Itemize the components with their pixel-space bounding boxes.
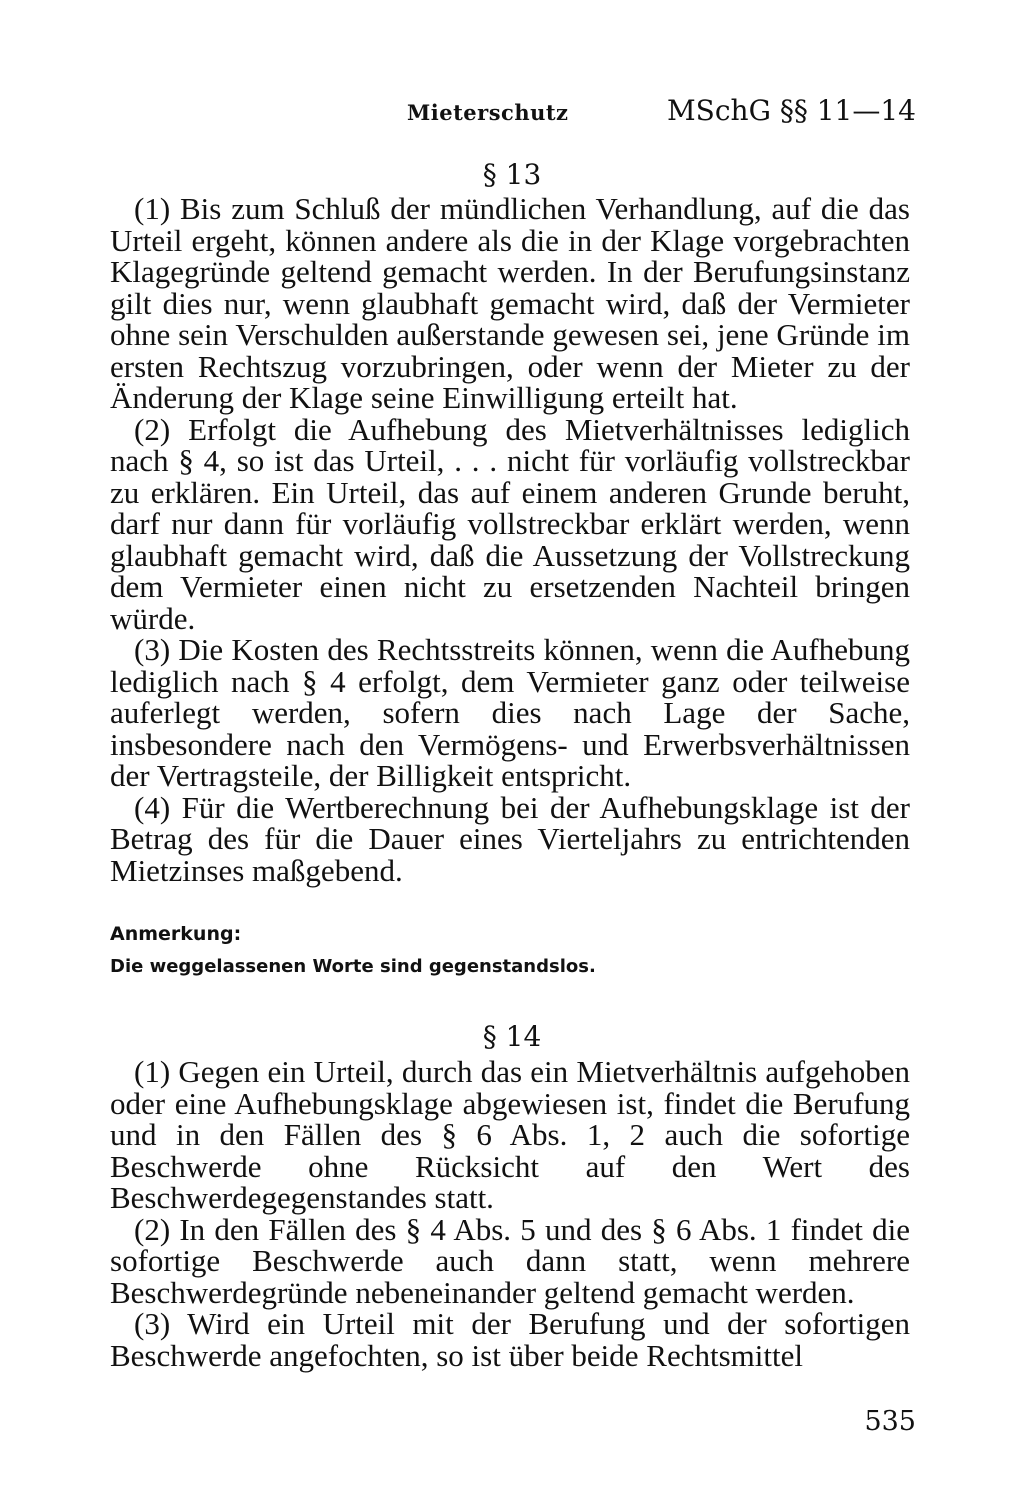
- section-13-paragraph-2: (2) Erfolgt die Aufhebung des Mietverhältnisses lediglich nach § 4, so ist das Urteil, . . . nicht für vorläufig vollstreckbar zu erklären. Ein Urteil, das auf einem anderen Grunde beruht, darf nur dann für vorläufig vollstreckbar erklärt werden, wenn glaubhaft gemacht wird, daß die Aussetzung der Vollstreckung dem Vermieter einen nicht zu ersetzenden Nachteil bringen würde.: [110, 411, 910, 636]
- section-13-paragraph-4: (4) Für die Wertberechnung bei der Aufhebungsklage ist der Betrag des für die Dauer eines Vierteljahrs zu entrichtenden Mietzinses maßgebend.: [110, 789, 910, 888]
- running-head-section-range: MSchG §§ 11—14: [667, 94, 916, 127]
- note-label: Anmerkung:: [110, 923, 242, 945]
- section-13-paragraph-3: (3) Die Kosten des Rechtsstreits können, wenn die Aufhebung lediglich nach § 4 erfolgt, dem Vermieter ganz oder teilweise auferlegt werden, sofern dies nach Lage der Sache, insbesondere nach den Vermögens- und Erwerbsverhältnissen der Vertragsteile, der Billigkeit entspricht.: [110, 632, 910, 793]
- section-14-paragraph-3: (3) Wird ein Urteil mit der Berufung und der sofortigen Beschwerde angefochten, so ist über beide Rechtsmittel: [110, 1306, 910, 1373]
- section-13-paragraph-1: (1) Bis zum Schluß der mündlichen Verhandlung, auf die das Urteil ergeht, können andere als die in der Klage vorgebrachten Klagegründe geltend gemacht werden. In der Berufungsinstanz gilt dies nur, wenn glaubhaft gemacht wird, daß der Vermieter ohne sein Verschulden außerstande gewesen sei, jene Gründe im ersten Rechtszug vorzubringen, oder wenn der Mieter zu der Änderung der Klage seine Einwilligung erteilt hat.: [110, 191, 910, 415]
- section-13-heading: § 13: [482, 158, 542, 191]
- section-13-body: [110, 193, 910, 886]
- running-head-title: Mieterschutz: [407, 100, 569, 125]
- note-text: Die weggelassenen Worte sind gegenstandslos.: [110, 956, 596, 977]
- section-14-paragraph-2: (2) In den Fällen des § 4 Abs. 5 und des § 6 Abs. 1 findet die sofortige Beschwerde auch dann statt, wenn mehrere Beschwerdegründe nebeneinander geltend gemacht werden.: [110, 1211, 910, 1310]
- section-14-heading: § 14: [482, 1020, 542, 1053]
- section-14-paragraph-1: (1) Gegen ein Urteil, durch das ein Mietverhältnis aufgehoben oder eine Aufhebungsklage abgewiesen ist, findet die Berufung und in den Fällen des § 6 Abs. 1, 2 auch die sofortige Beschwerde ohne Rücksicht auf den Wert des Beschwerdegegenstandes statt.: [110, 1054, 910, 1215]
- page-number: 535: [864, 1406, 916, 1437]
- section-14-body: [110, 1056, 910, 1371]
